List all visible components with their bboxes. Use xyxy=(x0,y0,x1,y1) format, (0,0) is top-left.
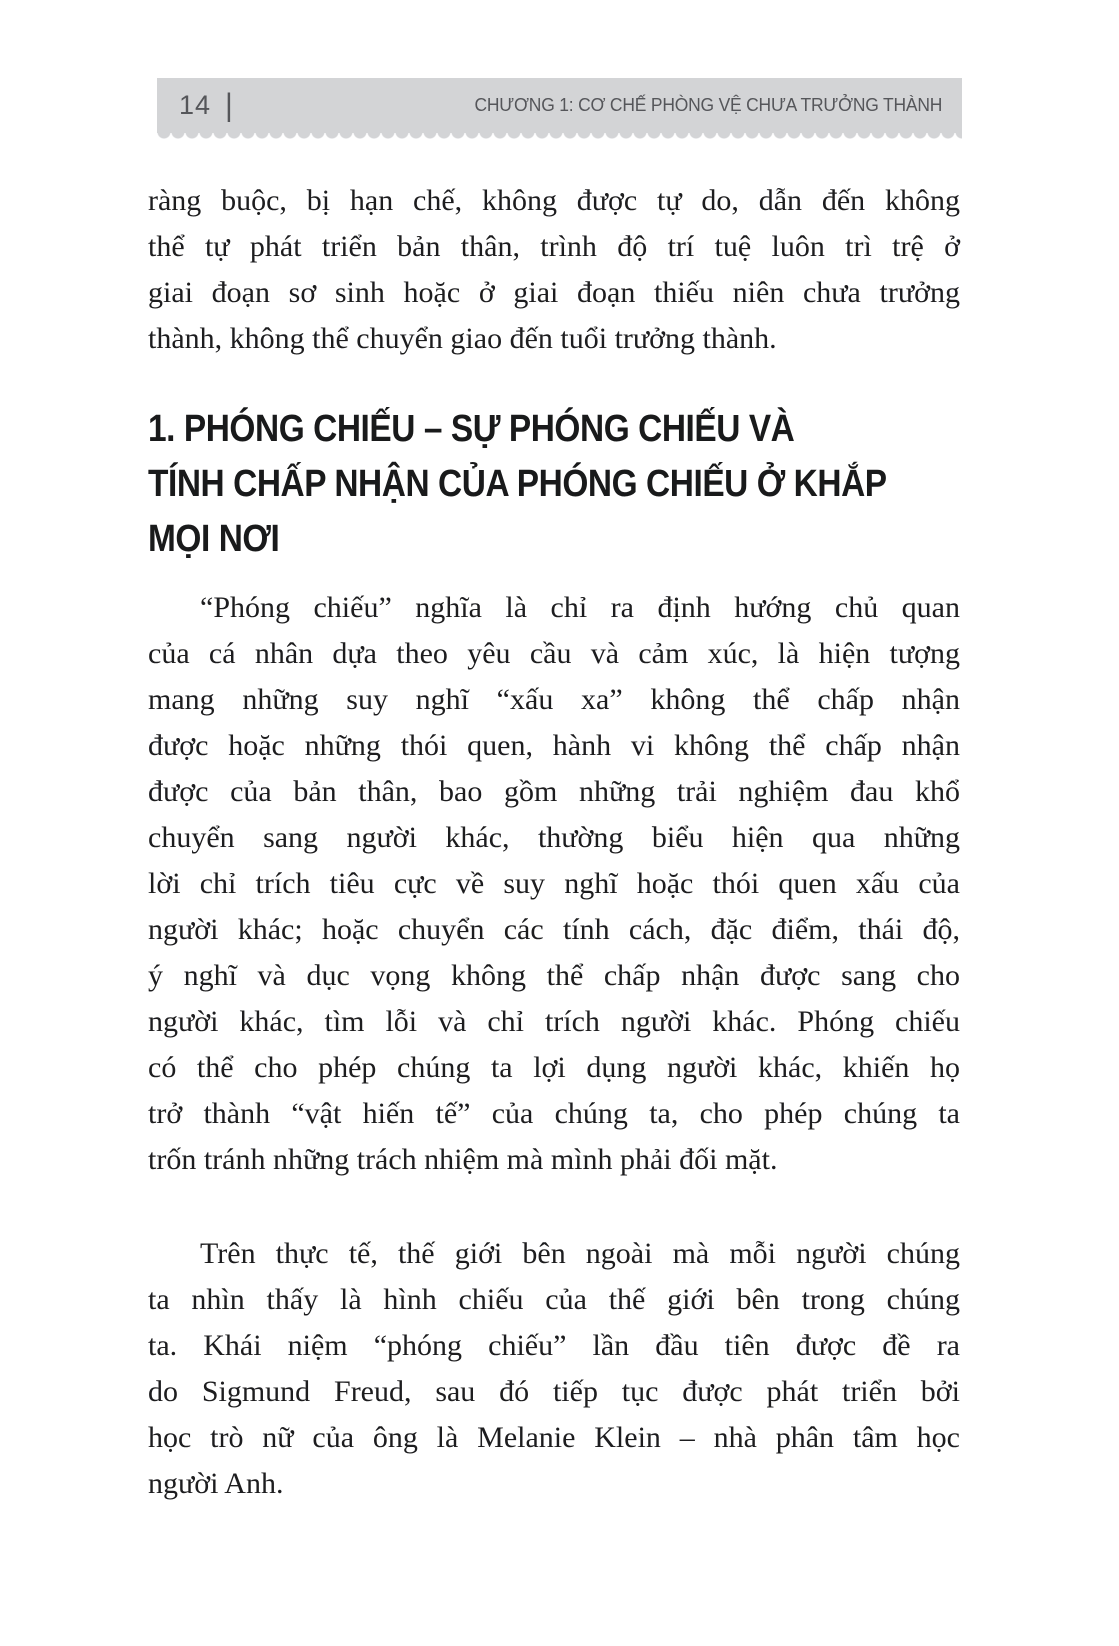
text-line: thành, không thể chuyển giao đến tuổi trưởng thành. xyxy=(148,322,777,355)
text-line: lời chỉ trích tiêu cực về suy nghĩ hoặc thói quen xấu của xyxy=(148,867,960,900)
section-heading-line: MỌI NƠI xyxy=(148,518,280,560)
page-content xyxy=(148,178,960,1507)
text-line: ta. Khái niệm “phóng chiếu” lần đầu tiên được đề ra xyxy=(148,1329,960,1362)
text-line: ý nghĩ và dục vọng không thể chấp nhận được sang cho xyxy=(148,959,960,992)
paragraph-list xyxy=(148,585,960,1507)
text-line: người Anh. xyxy=(148,1467,284,1500)
text-line: do Sigmund Freud, sau đó tiếp tục được phát triển bởi xyxy=(148,1375,960,1408)
text-line: của cá nhân dựa theo yêu cầu và cảm xúc, là hiện tượng xyxy=(148,637,960,670)
text-line: thể tự phát triển bản thân, trình độ trí tuệ luôn trì trệ ở xyxy=(148,230,960,263)
text-line: chuyển sang người khác, thường biểu hiện qua những xyxy=(148,821,960,854)
text-line: có thể cho phép chúng ta lợi dụng người khác, khiến họ xyxy=(148,1051,960,1084)
text-line: được hoặc những thói quen, hành vi không thể chấp nhận xyxy=(148,729,960,762)
section-heading-line: 1. PHÓNG CHIẾU – SỰ PHÓNG CHIẾU VÀ xyxy=(148,408,795,450)
text-line: Trên thực tế, thế giới bên ngoài mà mỗi người chúng xyxy=(200,1237,960,1270)
text-line: học trò nữ của ông là Melanie Klein – nhà phân tâm học xyxy=(148,1421,960,1454)
text-line: “Phóng chiếu” nghĩa là chỉ ra định hướng chủ quan xyxy=(200,591,960,624)
continued-paragraph xyxy=(148,178,960,362)
running-header xyxy=(157,78,962,133)
text-line: trốn tránh những trách nhiệm mà mình phải đối mặt. xyxy=(148,1143,778,1176)
paragraph xyxy=(148,585,960,1183)
text-line: mang những suy nghĩ “xấu xa” không thể chấp nhận xyxy=(148,683,960,716)
text-line: người khác, tìm lỗi và chỉ trích người khác. Phóng chiếu xyxy=(148,1005,960,1038)
chapter-title: CHƯƠNG 1: CƠ CHẾ PHÒNG VỆ CHƯA TRƯỞNG THÀNH xyxy=(474,95,942,115)
text-line: người khác; hoặc chuyển các tính cách, đặc điểm, thái độ, xyxy=(148,913,960,946)
paragraph xyxy=(148,1231,960,1507)
text-line: trở thành “vật hiến tế” của chúng ta, cho phép chúng ta xyxy=(148,1097,960,1130)
text-line: được của bản thân, bao gồm những trải nghiệm đau khổ xyxy=(148,775,960,808)
text-line: giai đoạn sơ sinh hoặc ở giai đoạn thiếu niên chưa trưởng xyxy=(148,276,960,309)
page-number: 14 xyxy=(179,90,212,120)
text-line: ta nhìn thấy là hình chiếu của thế giới bên trong chúng xyxy=(148,1283,960,1316)
page-number-divider: | xyxy=(225,87,233,123)
section-heading-line: TÍNH CHẤP NHẬN CỦA PHÓNG CHIẾU Ở KHẮP xyxy=(148,463,887,505)
text-line: ràng buộc, bị hạn chế, không được tự do, dẫn đến không xyxy=(148,184,960,217)
section-heading xyxy=(148,402,960,567)
